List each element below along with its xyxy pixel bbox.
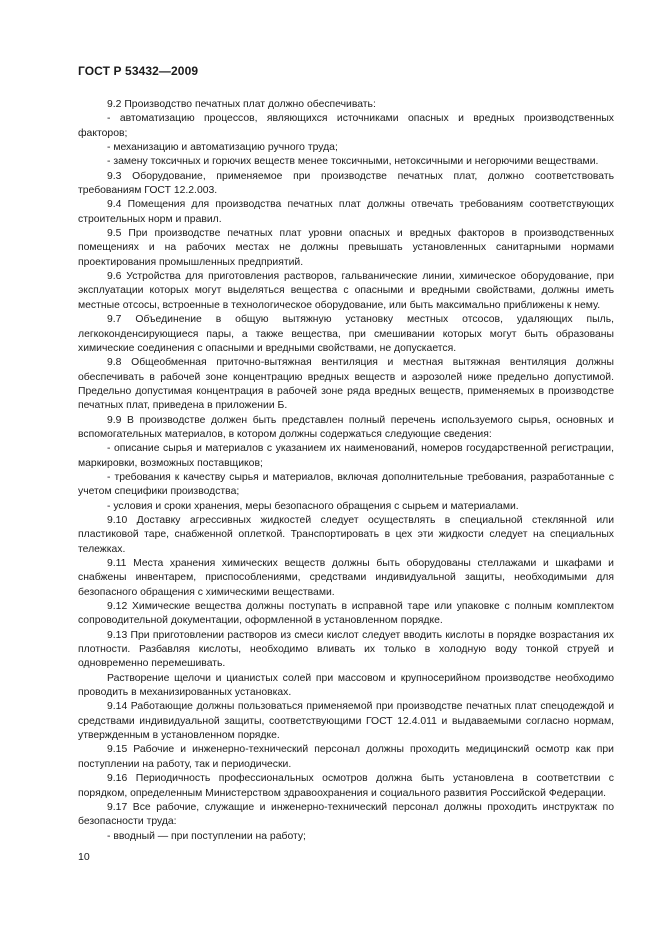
paragraph: - вводный — при поступлении на работу; [107, 830, 306, 842]
paragraph: 9.4 Помещения для производства печатных плат должны отвечать требованиям соответствующих строительных норм и правил. [78, 199, 614, 225]
paragraph: 9.11 Места хранения химических веществ должны быть оборудованы стеллажами и шкафами и снабжены инвентарем, приспособлениями, средствами индивидуальной защиты, необходимыми для безопасного обращения с химическими веществами. [78, 558, 614, 598]
document-body [78, 98, 614, 844]
paragraph: 9.3 Оборудование, применяемое при производстве печатных плат, должно соответствовать требованиям ГОСТ 12.2.003. [78, 170, 614, 197]
paragraph: 9.15 Рабочие и инженерно-технический персонал должны проходить медицинский осмотр как при поступлении на работу, так и периодически. [78, 744, 614, 770]
paragraph: 9.8 Общеобменная приточно-вытяжная вентиляция и местная вытяжная вентиляция должны обеспечивать в рабочей зоне концентрацию вредных веществ и аэрозолей ниже предельно допустимой. Предельно допустимая концентрация в рабочей зоне ряда вредных веществ, применяемых в производстве печатных плат, приведена в приложении Б. [78, 357, 614, 412]
document-header: ГОСТ Р 53432—2009 [78, 64, 199, 78]
paragraph: 9.16 Периодичность профессиональных осмотров должна быть установлена в соответствии с порядком, определенным Министерством здравоохранения и социального развития Российской Федерации. [78, 773, 614, 799]
paragraph: 9.13 При приготовлении растворов из смеси кислот следует вводить кислоты в порядке возрастания их плотности. Разбавляя кислоты, необходимо вливать их только в холодную воду тонкой струей и одновременно перемешивать. [78, 629, 614, 670]
paragraph: 9.12 Химические вещества должны поступать в исправной таре или упаковке с полным комплектом сопроводительной документации, оформленной в установленном порядке. [78, 601, 614, 627]
paragraph: 9.9 В производстве должен быть представлен полный перечень используемого сырья, основных и вспомогательных материалов, в котором должны содержаться следующие сведения: [78, 414, 614, 440]
paragraph: 9.5 При производстве печатных плат уровни опасных и вредных факторов в производственных помещениях и на рабочих местах не должны превышать установленных санитарными нормами проектирования промышленных предприятий. [78, 228, 614, 268]
paragraph: 9.14 Работающие должны пользоваться применяемой при производстве печатных плат спецодеждой и средствами индивидуальной защиты, соответствующими ГОСТ 12.4.011 и выдаваемыми согласно нормам, утвержденным в установленном порядке. [78, 701, 614, 742]
paragraph: - условия и сроки хранения, меры безопасного обращения с сырьем и материалами. [107, 500, 519, 512]
paragraph: - автоматизацию процессов, являющихся источниками опасных и вредных производственных факторов; [78, 113, 614, 139]
paragraph: - требования к качеству сырья и материалов, включая дополнительные требования, разработанные с учетом специфики производства; [78, 471, 614, 498]
paragraph: 9.7 Объединение в общую вытяжную установку местных отсосов, удаляющих пыль, легкоконденсирующиеся пары, а также вещества, при смешивании которых могут быть образованы химические соединения с опасными и вредными свойствами, не допускается. [78, 314, 614, 354]
paragraph: Растворение щелочи и цианистых солей при массовом и крупносерийном производстве необходимо проводить в механизированных установках. [78, 672, 614, 699]
page-number: 10 [78, 851, 90, 863]
paragraph: 9.17 Все рабочие, служащие и инженерно-технический персонал должны проходить инструктаж по безопасности труда: [78, 801, 614, 828]
paragraph: - замену токсичных и горючих веществ менее токсичными, нетоксичными и негорючими веществами. [107, 156, 599, 168]
paragraph: 9.2 Производство печатных плат должно обеспечивать: [107, 99, 376, 110]
paragraph: - описание сырья и материалов с указанием их наименований, номеров государственной регистрации, маркировки, возможных поставщиков; [78, 443, 614, 469]
paragraph: 9.10 Доставку агрессивных жидкостей следует осуществлять в специальной стеклянной или пластиковой таре, снабженной оплеткой. Транспортировать в цех эти жидкости следует на специальных тележках. [78, 514, 614, 555]
paragraph: 9.6 Устройства для приготовления растворов, гальванические линии, химическое оборудование, при эксплуатации которых могут выделяться вещества с опасными и вредными свойствами, должны иметь местные отсосы, встроенные в технологическое оборудование, или быть максимально приближены к нему. [78, 271, 614, 311]
paragraph: - механизацию и автоматизацию ручного труда; [107, 142, 338, 154]
